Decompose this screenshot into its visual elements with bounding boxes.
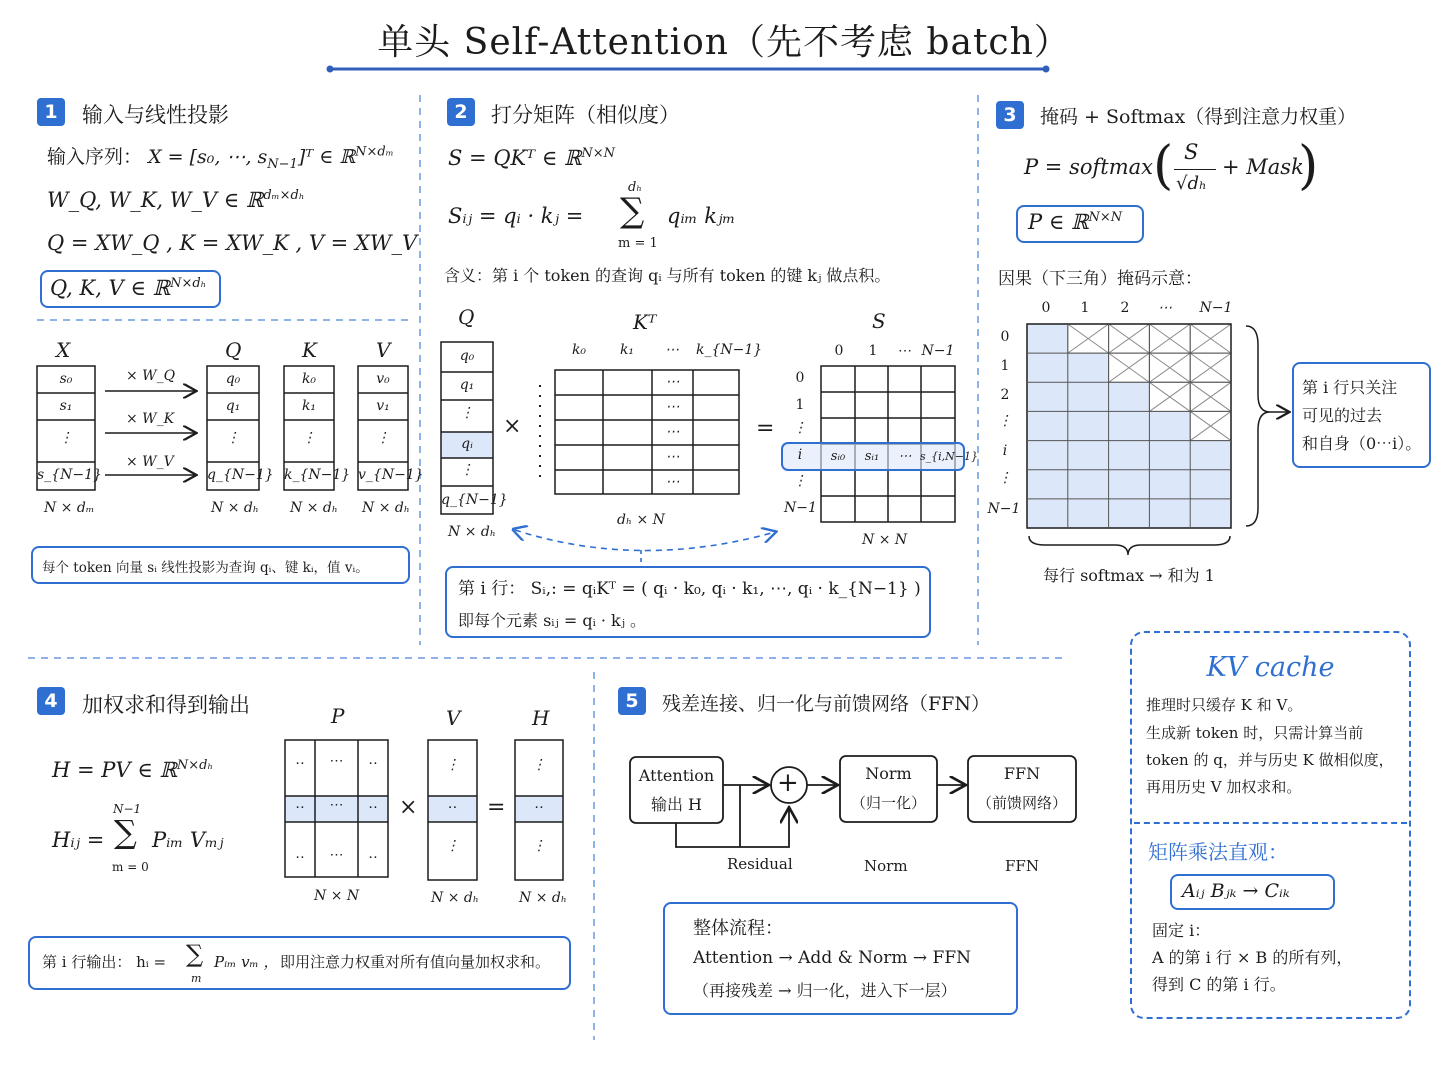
k1-cell-1: k₁ <box>301 398 317 414</box>
flow-label-ffn: FFN <box>1005 857 1039 875</box>
kv-line1: 推理时只缓存 K 和 V。 <box>1146 696 1303 714</box>
kt-dots-3: ⋯ <box>665 449 680 465</box>
s1-label-v: V <box>376 338 391 362</box>
mask-row-1: 1 <box>1000 358 1010 374</box>
s1-qkv-box-main: Q, K, V ∈ ℝ <box>50 276 171 300</box>
s1-eq-input-main: X = [s₀, ⋯, s <box>148 146 268 168</box>
s-row-0: 0 <box>795 370 805 386</box>
s5-flow-line1: Attention → Add & Norm → FFN <box>693 948 972 968</box>
s-col-2: ⋯ <box>898 343 912 359</box>
s-row-1: 1 <box>795 397 805 413</box>
kv-fix-line1: 固定 i： <box>1152 921 1211 940</box>
s2-eq-scores-main: S = QKᵀ ∈ ℝ <box>448 146 582 170</box>
kt-dots-0: ⋯ <box>665 374 680 390</box>
s4-label-v: V <box>446 706 461 730</box>
s3-eq-lhs: P = softmax <box>1024 155 1153 179</box>
dim-s: N × N <box>862 532 908 548</box>
s4-eq-h <box>52 758 213 782</box>
dim-p-s4: N × N <box>314 888 360 904</box>
s-col-0: 0 <box>834 343 844 359</box>
s4-note-lead: 第 i 行输出： hᵢ = <box>42 953 167 971</box>
p-cell-r0-c2: ⋅⋅ <box>368 756 378 772</box>
s1-note-text: 每个 token 向量 sᵢ 线性投影为查询 qᵢ、键 kᵢ，值 vᵢ。 <box>42 560 369 576</box>
s1-eq-weights-main: W_Q, W_K, W_V ∈ ℝ <box>47 188 264 212</box>
x-cell-2: ⋮ <box>59 430 73 446</box>
v4-row-i: ⋅⋅ <box>447 800 458 816</box>
s4-equals: = <box>487 795 506 820</box>
s1-eq-input-tail: ]ᵀ ∈ ℝ <box>297 146 356 168</box>
s2-label-s: S <box>872 309 886 333</box>
dim-k-s1: N × dₕ <box>290 500 338 516</box>
x-cell-3: s_{N−1} <box>37 467 102 483</box>
dim-v-s1: N × dₕ <box>362 500 410 516</box>
kv-title: KV cache <box>1206 652 1335 683</box>
mask-col-2: 2 <box>1120 300 1130 316</box>
section-5-badge: 5 <box>618 687 646 715</box>
s2-eq-scores <box>448 146 615 170</box>
section-1-title: 输入与线性投影 <box>82 103 229 127</box>
s1-label-k: K <box>302 338 317 362</box>
s4-eq-sum-bot: m = 0 <box>112 860 149 874</box>
h4-row-i: ⋅⋅ <box>534 800 544 816</box>
flow-attention-l1: Attention <box>638 766 715 785</box>
q1-cell-1: q₁ <box>225 398 241 414</box>
s3-p-box-sup: N×N <box>1088 210 1123 225</box>
kv-line3: token 的 q，并与历史 K 做相似度， <box>1146 751 1394 769</box>
q2-cell-3: qᵢ <box>461 436 473 452</box>
s4-label-h: H <box>532 706 550 730</box>
p-cell-r1-c2: ⋅⋅ <box>368 800 378 816</box>
mask-col-0: 0 <box>1041 300 1051 316</box>
kt-dots-4: ⋯ <box>665 474 680 490</box>
p-cell-r2-c0: ⋅⋅ <box>295 850 305 866</box>
kt-dots-1: ⋯ <box>665 399 680 415</box>
p-cell-r0-c0: ⋅⋅ <box>295 756 305 772</box>
section-3-title: 掩码 + Softmax（得到注意力权重） <box>1040 106 1357 128</box>
s5-flow-line2: （再接残差 → 归一化，进入下一层） <box>693 981 957 1000</box>
s3-note-line3: 和自身（0⋯i）。 <box>1302 434 1422 453</box>
p-cell-r2-c1: ⋯ <box>329 847 344 863</box>
q1-cell-3: q_{N−1} <box>207 467 274 483</box>
mask-matrix <box>1027 324 1231 528</box>
arrow-label-wk: × W_K <box>126 411 175 427</box>
s1-eq-input-sup: N×dₘ <box>355 144 394 160</box>
v1-cell-1: v₁ <box>376 398 390 414</box>
s3-note-line2: 可见的过去 <box>1302 406 1383 425</box>
s1-eq-projections: Q = XW_Q , K = XW_K , V = XW_V <box>47 231 418 255</box>
s-col-3: N−1 <box>921 343 955 359</box>
s1-eq-input-lead: 输入序列： <box>47 146 143 168</box>
s2-eq-scores-sup: N×N <box>581 146 616 161</box>
flow-norm-l2: （归一化） <box>850 794 926 812</box>
arrow-label-wq: × W_Q <box>126 368 176 384</box>
q1-cell-2: ⋮ <box>226 430 240 446</box>
mask-col-3: ⋯ <box>1158 300 1172 316</box>
page-title: 单头 Self-Attention（先不考虑 batch） <box>377 22 1071 63</box>
flow-ffn-l2: （前馈网络） <box>976 794 1067 812</box>
s2-eq-sum-bot: m = 1 <box>618 236 658 251</box>
s3-eq-paren-left: ( <box>1153 136 1174 196</box>
s-row-4: ⋮ <box>793 473 807 489</box>
section-3-badge: 3 <box>996 101 1024 129</box>
v4-dots-top: ⋮ <box>445 757 460 773</box>
kt-col-3: k_{N−1} <box>696 342 763 358</box>
s-row-i-cell-2: ⋯ <box>898 449 912 464</box>
kv-line2: 生成新 token 时，只需计算当前 <box>1146 724 1364 742</box>
s1-eq-weights <box>47 188 304 212</box>
s1-eq-input <box>47 142 394 172</box>
s2-times: × <box>503 414 522 439</box>
mask-row-0: 0 <box>1000 329 1010 345</box>
s4-eq-h-sup: N×dₕ <box>176 758 214 773</box>
matrix-q-s2 <box>441 342 508 514</box>
s1-eq-weights-sup: dₘ×dₕ <box>263 188 305 203</box>
s1-qkv-box-text <box>50 276 206 300</box>
s1-eq-input-sub: N−1 <box>267 156 298 172</box>
s2-eq-dot-lhs: Sᵢⱼ = qᵢ · kⱼ = <box>448 204 584 228</box>
s1-qkv-box-sup: N×dₕ <box>170 276 207 291</box>
s2-label-kt: Kᵀ <box>633 310 657 334</box>
s4-eq-sum-lhs: Hᵢⱼ = <box>52 828 105 852</box>
flow-ffn-l1: FFN <box>1003 764 1041 783</box>
s3-p-box-text <box>1028 210 1122 234</box>
v1-cell-2: ⋮ <box>376 430 390 446</box>
mask-row-4: i <box>1002 443 1008 459</box>
section-5-title: 残差连接、归一化与前馈网络（FFN） <box>662 693 990 715</box>
mask-row-3: ⋮ <box>998 413 1012 429</box>
s1-label-q: Q <box>225 338 242 362</box>
k1-cell-2: ⋮ <box>302 430 316 446</box>
q2-cell-0: q₀ <box>459 348 475 364</box>
s3-eq-paren-right: ) <box>1298 136 1319 196</box>
s3-bottom-label: 每行 softmax → 和为 1 <box>1043 566 1215 585</box>
kt-col-0: k₀ <box>571 342 587 358</box>
q1-cell-0: q₀ <box>225 371 241 387</box>
s-row-2: ⋮ <box>793 420 807 436</box>
section-4-badge: 4 <box>37 687 65 715</box>
s4-note-sub: m <box>191 972 202 985</box>
s2-row-box-line1: 第 i 行： Sᵢ,: = qᵢKᵀ = ( qᵢ · k₀, qᵢ · k₁, ⋯, qᵢ · k_{N−1} ) <box>458 579 921 599</box>
kv-panel-divider <box>1134 822 1407 824</box>
kv-matmul-box-text: Aᵢⱼ Bⱼₖ → Cᵢₖ <box>1182 880 1290 902</box>
h4-dots-top: ⋮ <box>532 757 546 773</box>
dim-v-s4: N × dₕ <box>431 890 479 906</box>
dim-x: N × dₘ <box>44 500 95 516</box>
s3-causal-label: 因果（下三角）掩码示意： <box>998 269 1202 289</box>
s-col-1: 1 <box>868 343 878 359</box>
p-cell-r2-c2: ⋅⋅ <box>368 850 378 866</box>
kv-matmul-title: 矩阵乘法直观： <box>1148 840 1288 864</box>
mask-row-6: N−1 <box>987 501 1021 517</box>
s3-eq-plus-mask: + Mask <box>1222 155 1304 179</box>
s4-note-tail: 即用注意力权重对所有值向量加权求和。 <box>280 953 551 971</box>
p-cell-r1-c0: ⋅⋅ <box>295 800 305 816</box>
section-2-title: 打分矩阵（相似度） <box>491 103 680 127</box>
kt-dots-2: ⋯ <box>665 424 680 440</box>
kv-fix-line2: A 的第 i 行 × B 的所有列， <box>1152 948 1353 967</box>
s4-eq-sigma: ∑ <box>114 813 137 851</box>
kv-line4: 再用历史 V 加权求和。 <box>1146 778 1302 796</box>
s-row-5: N−1 <box>784 500 817 516</box>
s2-meaning: 含义：第 i 个 token 的查询 qᵢ 与所有 token 的键 kⱼ 做点积。 <box>444 266 891 285</box>
s4-eq-sum-rhs: Pᵢₘ Vₘⱼ <box>152 828 224 852</box>
s4-eq-sum-top: N−1 <box>113 802 142 816</box>
s3-eq-den: √dₕ <box>1176 173 1207 194</box>
s3-eq-num: S <box>1184 140 1199 164</box>
section-4-title: 加权求和得到输出 <box>82 693 250 717</box>
s1-label-x: X <box>56 338 71 362</box>
h4-dots-bottom: ⋮ <box>532 838 546 854</box>
s4-eq-h-main: H = PV ∈ ℝ <box>52 758 177 782</box>
mask-row-2: 2 <box>1000 387 1010 403</box>
s2-eq-sigma: ∑ <box>620 191 645 231</box>
flow-norm-l1: Norm <box>865 764 912 783</box>
qk-dashed-curve <box>515 530 775 551</box>
dim-kt: dₕ × N <box>617 512 665 528</box>
s2-equals: = <box>756 416 775 441</box>
s4-label-p: P <box>331 704 345 728</box>
s5-flow-title: 整体流程： <box>693 918 783 939</box>
x-cell-0: s₀ <box>59 371 73 387</box>
v1-cell-3: v_{N−1} <box>358 467 424 483</box>
s2-row-box-line2: 即每个元素 sᵢⱼ = qᵢ · kⱼ 。 <box>458 611 647 630</box>
v1-cell-0: v₀ <box>376 371 390 387</box>
k1-cell-0: k₀ <box>301 371 317 387</box>
s3-p-box-main: P ∈ ℝ <box>1028 210 1089 234</box>
s-row-i-cell-0: sᵢ₀ <box>830 449 846 464</box>
q2-cell-1: q₁ <box>459 377 475 393</box>
s4-times: × <box>399 795 418 820</box>
mask-right-brace <box>1246 326 1270 526</box>
dim-q-s1: N × dₕ <box>211 500 259 516</box>
flow-attention-l2: 输出 H <box>650 795 703 814</box>
s-row-i-cell-1: sᵢ₁ <box>864 449 880 464</box>
arrow-label-wv: × W_V <box>126 454 174 470</box>
s3-eq-fraction-bar <box>1174 169 1216 170</box>
s2-label-q: Q <box>458 305 475 329</box>
mask-row-5: ⋮ <box>998 470 1012 486</box>
p-cell-r0-c1: ⋯ <box>329 753 344 769</box>
mask-bottom-brace <box>1029 536 1230 555</box>
s-row-i-cell-3: s_{i,N−1} <box>920 450 978 463</box>
mask-col-4: N−1 <box>1199 300 1233 316</box>
k1-cell-3: k_{N−1} <box>284 467 351 483</box>
s2-eq-sum-top: dₕ <box>628 180 642 195</box>
x-cell-1: s₁ <box>59 398 73 414</box>
q2-cell-5: q_{N−1} <box>441 492 508 508</box>
p-cell-r1-c1: ⋯ <box>329 797 344 813</box>
s2-eq-dot-rhs: qᵢₘ kⱼₘ <box>667 204 736 228</box>
s-row-3: i <box>797 447 803 463</box>
s3-note-line1: 第 i 行只关注 <box>1302 378 1398 397</box>
q2-cell-4: ⋮ <box>460 462 474 478</box>
flow-label-norm: Norm <box>864 857 908 875</box>
mask-col-1: 1 <box>1080 300 1090 316</box>
s4-note-sigma: ∑ <box>186 940 204 968</box>
kv-fix-line3: 得到 C 的第 i 行。 <box>1152 975 1286 994</box>
flow-label-residual: Residual <box>727 855 793 873</box>
q2-cell-2: ⋮ <box>460 405 474 421</box>
section-2-badge: 2 <box>447 98 475 126</box>
kt-col-2: ⋯ <box>665 342 679 358</box>
dim-q-s2: N × dₕ <box>448 524 496 540</box>
section-1-badge: 1 <box>37 98 65 126</box>
matrix-kt <box>555 370 739 494</box>
v4-dots-bottom: ⋮ <box>445 838 460 854</box>
flow-add-plus: + <box>777 768 799 798</box>
dim-h-s4: N × dₕ <box>519 890 567 906</box>
kt-col-1: k₁ <box>619 342 635 358</box>
s4-note-term: Pᵢₘ vₘ ， <box>214 953 279 971</box>
